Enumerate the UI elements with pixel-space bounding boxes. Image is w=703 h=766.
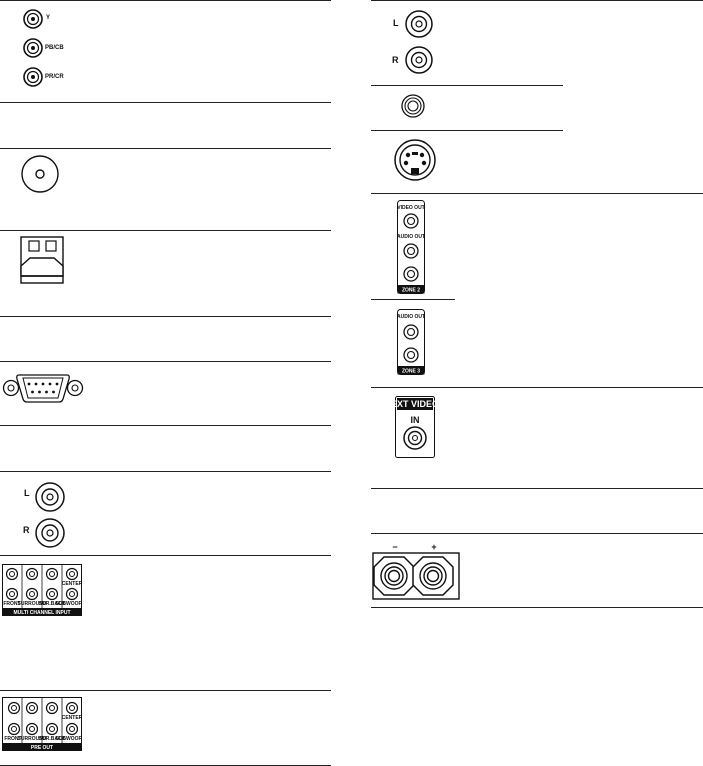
- preout-jack-label-front: FRONT: [4, 736, 22, 742]
- speaker-plus-label: +: [431, 542, 437, 552]
- audio-right-label-right-col: R: [392, 55, 399, 65]
- component-label-pb: PB/CB: [45, 45, 64, 51]
- rca-jack-left-icon: [34, 481, 66, 513]
- divider: [371, 299, 455, 300]
- mci-center-label: CENTER: [61, 581, 82, 587]
- audio-left-label-right-col: L: [393, 18, 399, 28]
- push-terminal-icon: [20, 236, 64, 284]
- optical-jack-icon: [400, 93, 426, 119]
- divider: [371, 488, 703, 489]
- divider: [0, 316, 331, 317]
- zone2-title: ZONE 2: [401, 287, 421, 294]
- mci-jack-label-surback: SUR.BACK: [38, 601, 66, 607]
- preout-jack-label-subwoofer: SUBWOOF: [55, 736, 82, 742]
- zone3-title: ZONE 3: [401, 368, 421, 375]
- pre-out-panel: [2, 697, 82, 751]
- divider: [371, 193, 703, 194]
- divider: [0, 230, 331, 231]
- coaxial-jack-icon: [20, 154, 60, 194]
- zone3-panel: [397, 309, 425, 375]
- preout-jack-label-surround: SURROUND: [17, 736, 47, 742]
- mci-jack-label-front: FRONT: [3, 601, 21, 607]
- preout-jack-label-surback: SUR.BACK: [38, 736, 66, 742]
- divider: [371, 85, 563, 86]
- divider: [0, 361, 331, 362]
- mci-jack-label-subwoofer: SUBWOOF: [55, 601, 82, 607]
- divider: [371, 130, 563, 131]
- zone3-audio-out-label: AUDIO OUT: [397, 314, 425, 320]
- preout-title: PRE OUT: [30, 745, 54, 751]
- component-label-y: Y: [46, 15, 51, 21]
- audio-right-label: R: [23, 525, 30, 535]
- speaker-minus-label: −: [392, 542, 398, 552]
- zone2-audio-out-label: AUDIO OUT: [397, 234, 425, 240]
- component-label-pr: PR/CR: [45, 74, 64, 80]
- divider: [0, 425, 331, 426]
- rs232c-connector-icon: [2, 370, 84, 406]
- divider: [371, 387, 703, 388]
- divider: [0, 0, 331, 1]
- divider: [0, 690, 331, 691]
- rca-jack-right-icon: [404, 45, 434, 75]
- divider: [371, 533, 703, 534]
- zone2-video-out-label: VIDEO OUT: [397, 205, 425, 211]
- rca-jack-left-icon: [404, 9, 434, 39]
- preout-center-label: CENTER: [61, 715, 82, 721]
- divider: [371, 0, 703, 1]
- mci-title: MULTI CHANNEL INPUT: [13, 610, 71, 616]
- zone2-panel: [397, 200, 425, 294]
- audio-left-label: L: [24, 488, 30, 498]
- speaker-terminals-icon: [370, 541, 466, 601]
- ext-video-panel: [395, 396, 435, 458]
- ext-video-in-label: IN: [410, 415, 420, 425]
- divider: [0, 102, 331, 103]
- divider: [0, 471, 331, 472]
- rca-jack-right-icon: [34, 517, 66, 549]
- divider: [0, 555, 331, 556]
- ext-video-title: XT VIDE: [396, 399, 433, 409]
- s-video-jack-icon: [393, 138, 437, 182]
- divider: [0, 148, 331, 149]
- multi-channel-input-panel: [2, 564, 82, 616]
- divider: [371, 607, 703, 608]
- mci-jack-label-surround: SURROUND: [17, 601, 47, 607]
